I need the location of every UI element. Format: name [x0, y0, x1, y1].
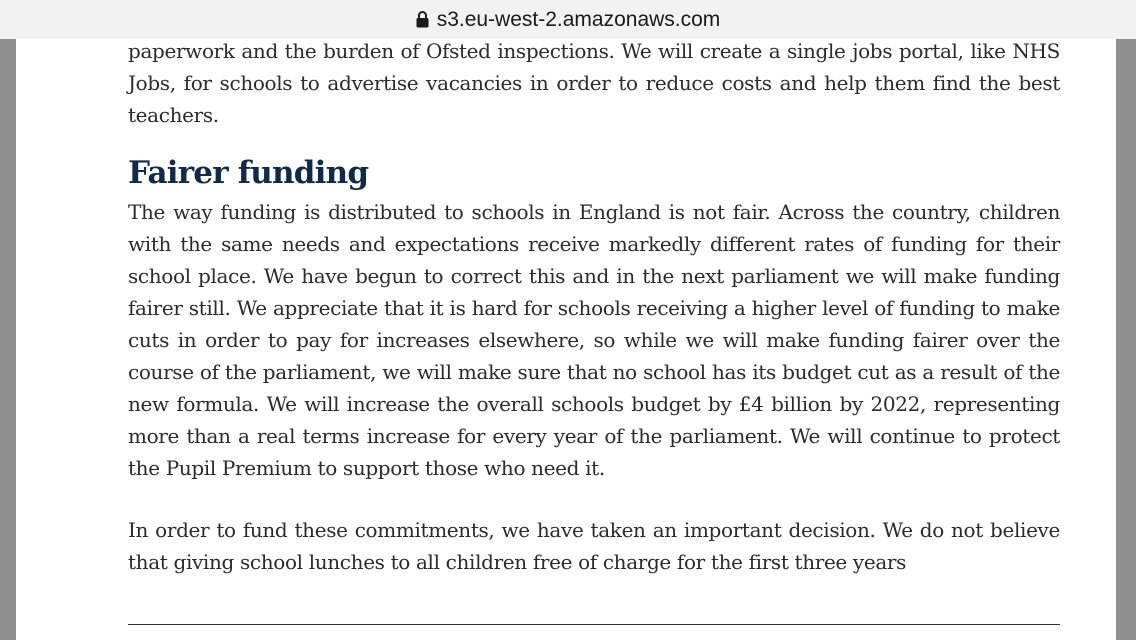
right-page-gutter	[1116, 39, 1136, 640]
footnote-divider	[128, 624, 1060, 625]
intro-paragraph: paperwork and the burden of Ofsted inspections. We will create a single jobs portal, like NHS Jobs, for schools to advertise vacancies in order to reduce costs and help them find the best teachers.	[128, 39, 1060, 127]
document-page	[16, 39, 1116, 640]
lunch-paragraph: In order to fund these commitments, we have taken an important decision. We do not believe that giving school lunches to all children free of charge for the first three years	[128, 518, 1060, 574]
section-heading: Fairer funding	[128, 155, 369, 191]
funding-paragraph: The way funding is distributed to schools in England is not fair. Across the country, children with the same needs and expectations receive markedly different rates of funding for their school place. We have begun to correct this and in the next parliament we will make funding fairer still. We appreciate that it is hard for schools receiving a higher level of funding to make cuts in order to pay for increases elsewhere, so while we will make funding fairer over the course of the parliament, we will make sure that no school has its budget cut as a result of the new formula. We will increase the overall schools budget by £4 billion by 2022, representing more than a real terms increase for every year of the parliament. We will continue to protect the Pupil Premium to support those who need it.	[128, 200, 1060, 480]
url-text[interactable]: s3.eu-west-2.amazonaws.com	[436, 7, 721, 31]
lock-icon	[416, 11, 429, 28]
address-bar[interactable]	[0, 0, 1136, 39]
left-page-gutter	[0, 39, 16, 640]
